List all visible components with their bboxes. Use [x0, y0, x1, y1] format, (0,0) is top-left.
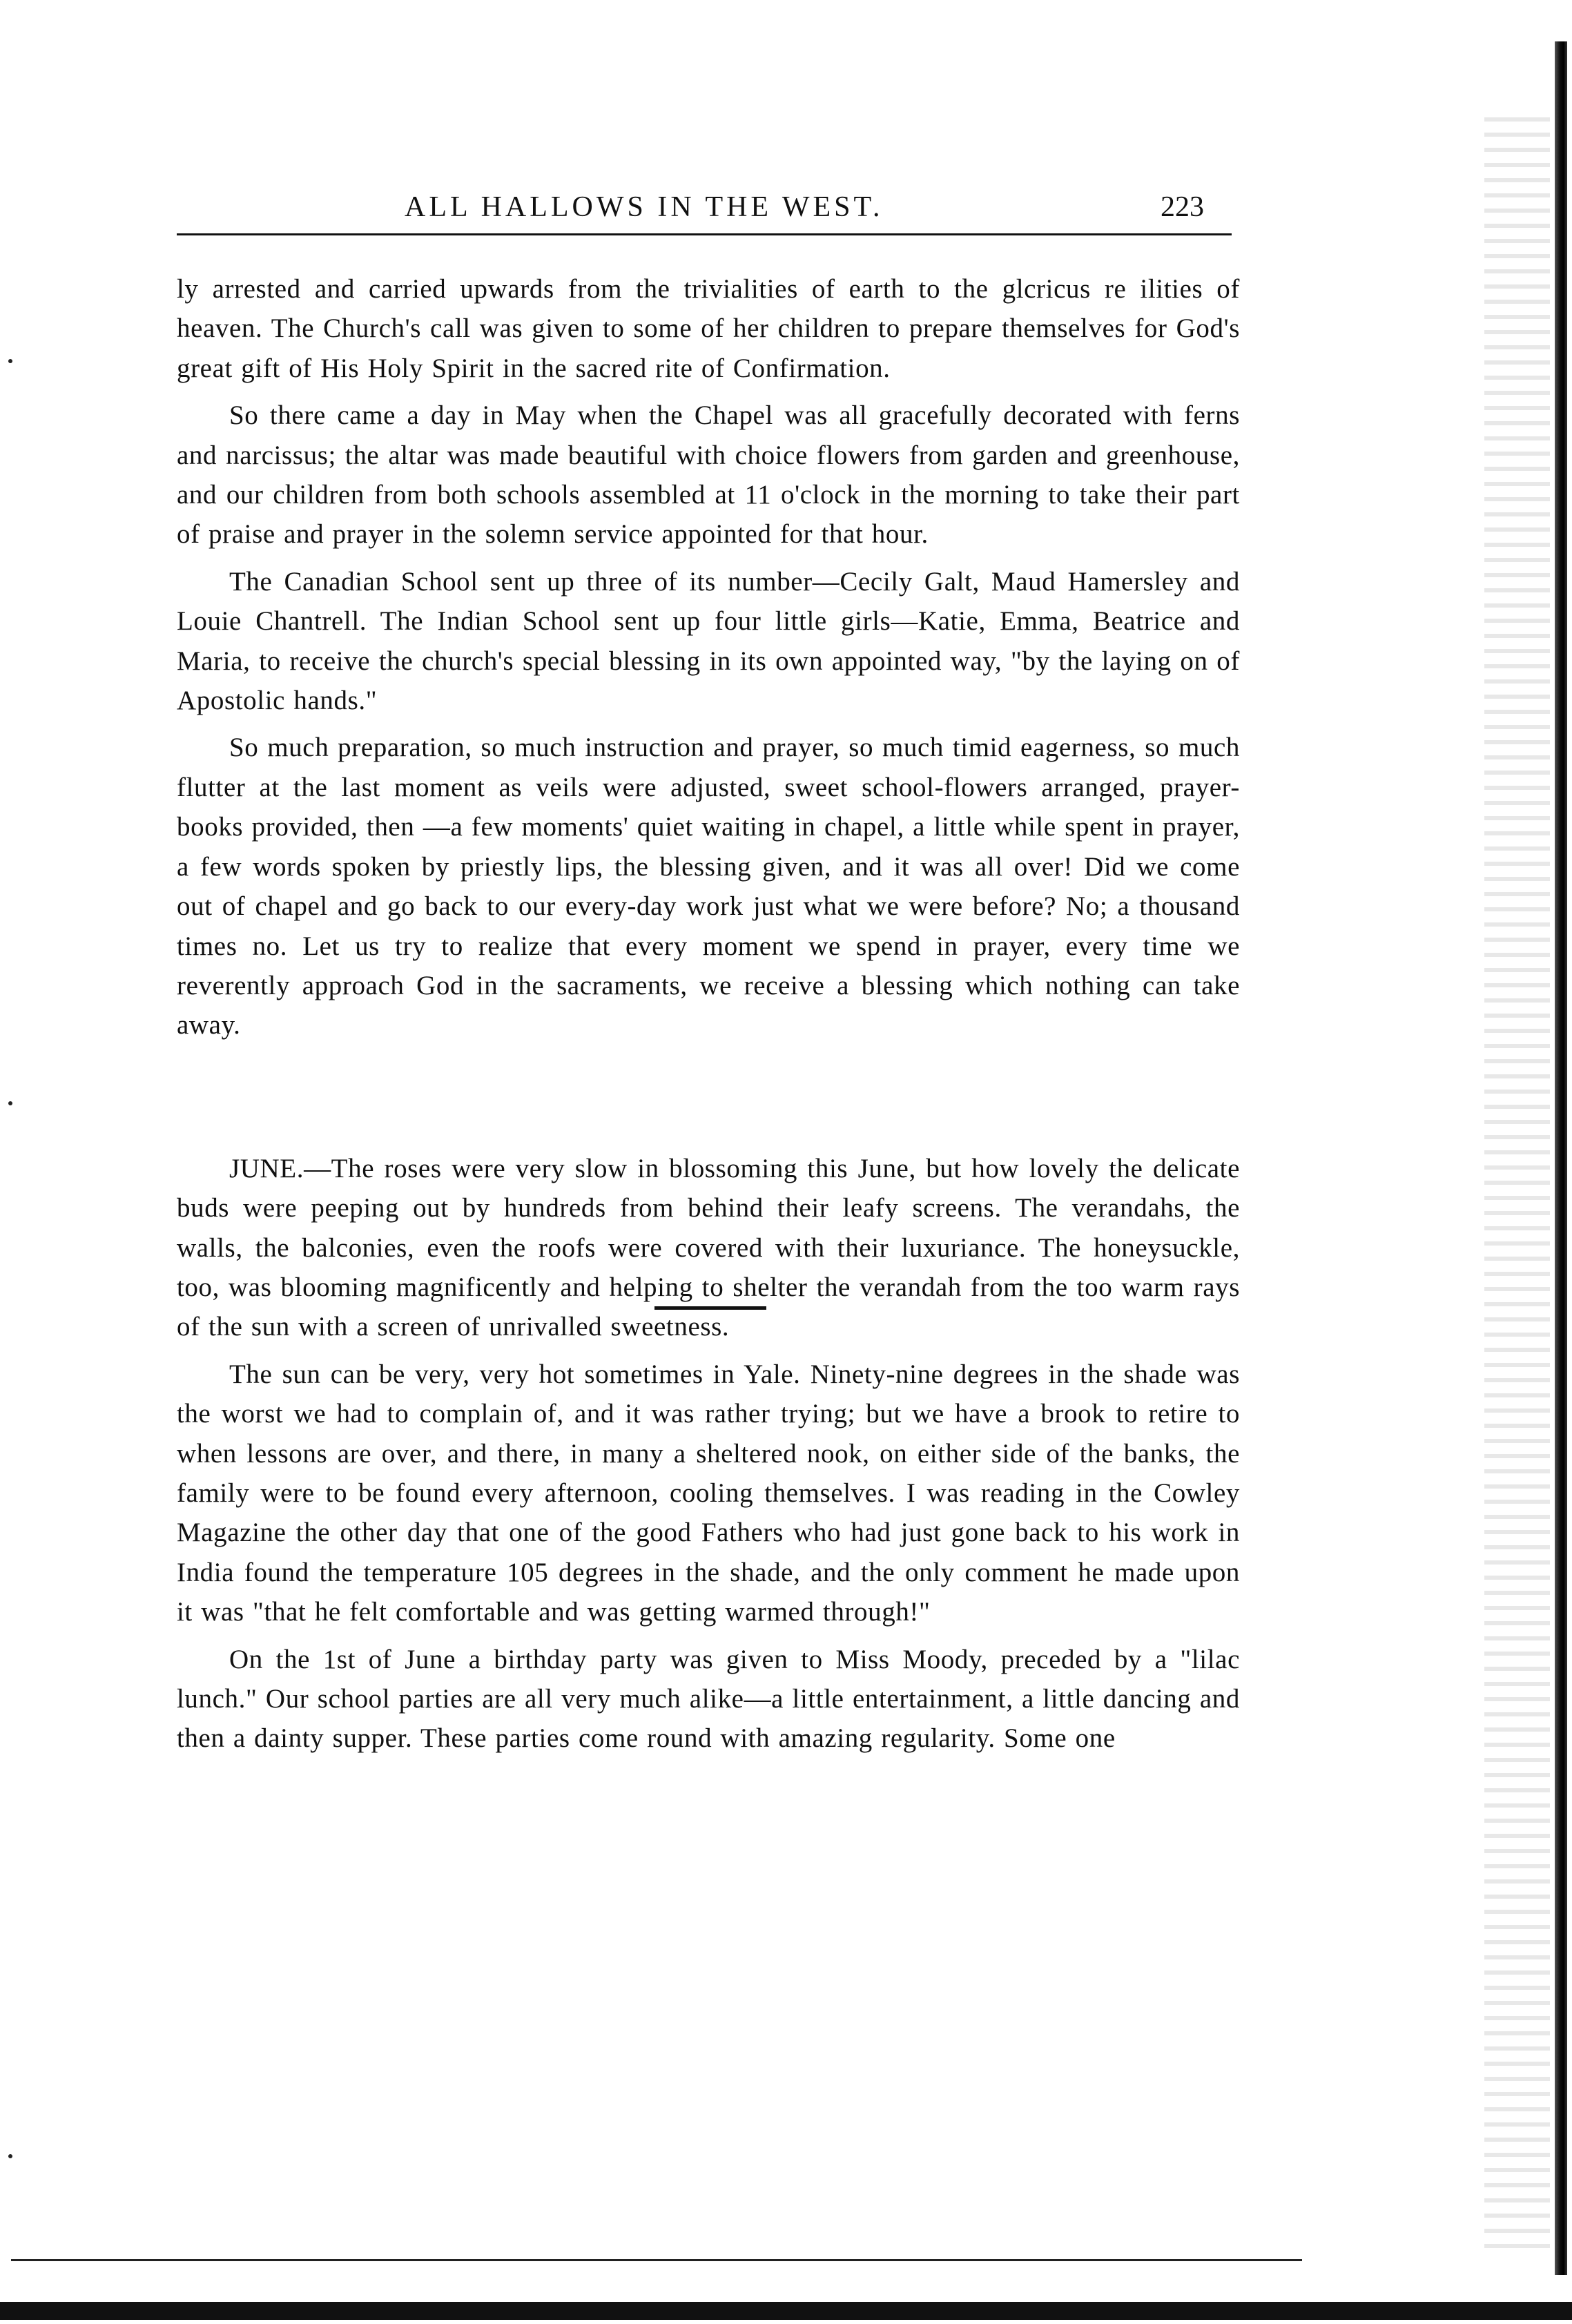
paragraph: So much preparation, so much instruction and prayer, so much timid eagerness, so much flutter at the last moment as veils were adjusted, sweet school-flowers arranged, prayer-books provided, then —a few moments' quiet waiting in chapel, a little while spent in prayer, a few words spoken by priestly lips, the blessing given, and it was all over! Did we come out of chapel and go back to our every-day work just what we were before? No; a thousand times no. Let us try to realize that every moment we spend in prayer, every time we reverently approach God in the sacraments, we receive a blessing which nothing can take away.: [177, 733, 1240, 1040]
binding-shadow: [1484, 117, 1550, 2251]
paragraph: On the 1st of June a birthday party was given to Miss Moody, preceded by a "lilac lunch." Our school parties are all very much alike—a little entertainment, a little dancing and then a dainty supper. These parties come round with amazing regularity. Some one: [177, 1644, 1240, 1754]
running-header: [177, 185, 1232, 235]
paragraph: JUNE.—The roses were very slow in blossoming this June, but how lovely the delicate buds were peeping out by hundreds from behind their leafy screens. The verandahs, the walls, the balconies, even the roofs were covered with their luxuriance. The honeysuckle, too, was blooming magnificently and helping to shelter the verandah from the too warm rays of the sun with a screen of unrivalled sweetness.: [177, 1153, 1240, 1342]
scan-speck: [8, 2154, 12, 2158]
paragraph: The sun can be very, very hot sometimes in Yale. Ninety-nine degrees in the shade was the worst we had to complain of, and it was rather trying; but we have a brook to retire to when lessons are over, and there, in many a sheltered nook, on either side of the banks, the family were to be found every afternoon, cooling themselves. I was reading in the Cowley Magazine the other day that one of the good Fathers who had just gone back to his work in India found the temperature 105 degrees in the shade, and the only comment he made upon it was "that he felt comfortable and was getting warmed through!": [177, 1359, 1240, 1627]
scan-speck: [8, 1101, 12, 1105]
scan-bottom-border: [0, 2302, 1572, 2320]
section-divider: [654, 1306, 766, 1310]
body-text: [177, 269, 1240, 1766]
paragraph: ly arrested and carried upwards from the trivialities of earth to the glcricus re ilities of heaven. The Church's call was given to some of her children to prepare themselves for God's great gift of His Holy Spirit in the sacred rite of Confirmation.: [177, 274, 1240, 383]
header-title: ALL HALLOWS IN THE WEST.: [405, 191, 884, 223]
paragraph: The Canadian School sent up three of its number—Cecily Galt, Maud Hamersley and Louie Chantrell. The Indian School sent up four little girls—Katie, Emma, Beatrice and Maria, to receive the church's special blessing in its own appointed way, "by the laying on of Apostolic hands.": [177, 566, 1240, 716]
paragraph: So there came a day in May when the Chapel was all gracefully decorated with ferns and narcissus; the altar was made beautiful with choice flowers from garden and greenhouse, and our children from both schools assembled at 11 o'clock in the morning to take their part of praise and prayer in the solemn service appointed for that hour.: [177, 400, 1240, 550]
scan-speck: [8, 359, 12, 363]
page-bottom-rule: [11, 2259, 1302, 2261]
page-number: 223: [1161, 191, 1204, 223]
page-binding-edge: [1555, 41, 1567, 2275]
